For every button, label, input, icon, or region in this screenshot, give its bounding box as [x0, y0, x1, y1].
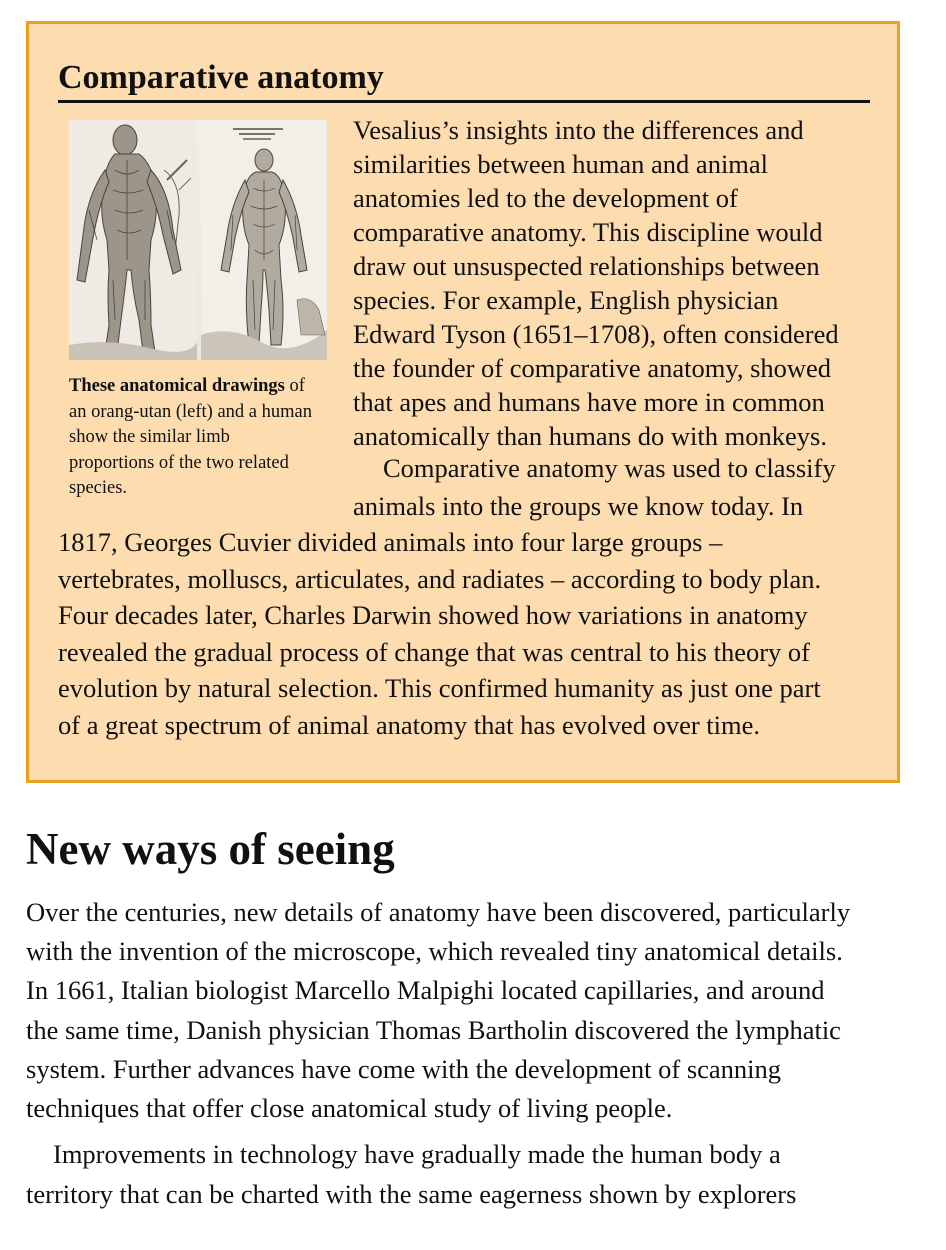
text-line: species. For example, English physician	[353, 285, 779, 315]
text-line: In 1661, Italian biologist Marcello Malpighi located capillaries, and around	[26, 975, 825, 1006]
text-line: techniques that offer close anatomical study of living people.	[26, 1093, 673, 1124]
text-line: evolution by natural selection. This confirmed humanity as just one part	[58, 673, 821, 703]
text-line: Over the centuries, new details of anatomy have been discovered, particularly	[26, 897, 851, 927]
text-line: anatomies led to the development of	[353, 183, 738, 213]
figure-caption	[69, 374, 319, 502]
text-line: revealed the gradual process of change that was central to his theory of	[58, 636, 811, 667]
text-line: the founder of comparative anatomy, showed	[353, 353, 832, 383]
text-line: 1817, Georges Cuvier divided animals into four large groups –	[58, 527, 723, 557]
text-line: anatomically than humans do with monkeys.	[353, 421, 827, 451]
text-line: system. Further advances have come with the development of scanning	[26, 1053, 782, 1084]
text-line: comparative anatomy. This discipline would	[353, 217, 823, 247]
text-line: similarities between human and animal	[353, 149, 769, 179]
sidebar-paragraph-2	[58, 524, 888, 743]
section-paragraph-2	[26, 1135, 926, 1214]
orang-utan-drawing	[69, 120, 197, 360]
text-line: Four decades later, Charles Darwin showed how variations in anatomy	[58, 600, 808, 630]
text-line: of a great spectrum of animal anatomy that has evolved over time.	[58, 709, 761, 740]
text-line: territory that can be charted with the same eagerness shown by explorers	[26, 1178, 797, 1209]
sidebar-paragraph-2-second-line: animals into the groups we know today. In	[353, 491, 804, 521]
sidebar-title: Comparative anatomy	[58, 58, 870, 103]
caption-bold-text: These anatomical drawings	[69, 376, 285, 396]
human-anatomy-drawing	[201, 120, 327, 360]
anatomical-drawings-image	[69, 120, 327, 360]
text-line: with the invention of the microscope, which revealed tiny anatomical details.	[26, 936, 843, 967]
text-line: Improvements in technology have gradually made the human body a	[53, 1139, 781, 1169]
comparative-anatomy-box	[26, 21, 900, 783]
sidebar-paragraph-1	[353, 113, 883, 453]
text-line: vertebrates, molluscs, articulates, and radiates – according to body plan.	[58, 563, 822, 594]
caption-text: of an orang-utan (left) and a human show the similar limb proportions of the two related species.	[69, 376, 312, 498]
sidebar-paragraph-2-first-line: Comparative anatomy was used to classify	[383, 453, 836, 483]
text-line: that apes and humans have more in common	[353, 387, 825, 417]
section-heading: New ways of seeing	[26, 824, 395, 874]
text-line: draw out unsuspected relationships between	[353, 251, 820, 281]
text-line: Vesalius’s insights into the differences and	[353, 115, 804, 145]
text-line: the same time, Danish physician Thomas Bartholin discovered the lymphatic	[26, 1014, 841, 1045]
section-paragraph-1	[26, 893, 926, 1128]
text-line: Edward Tyson (1651–1708), often considered	[353, 319, 839, 349]
